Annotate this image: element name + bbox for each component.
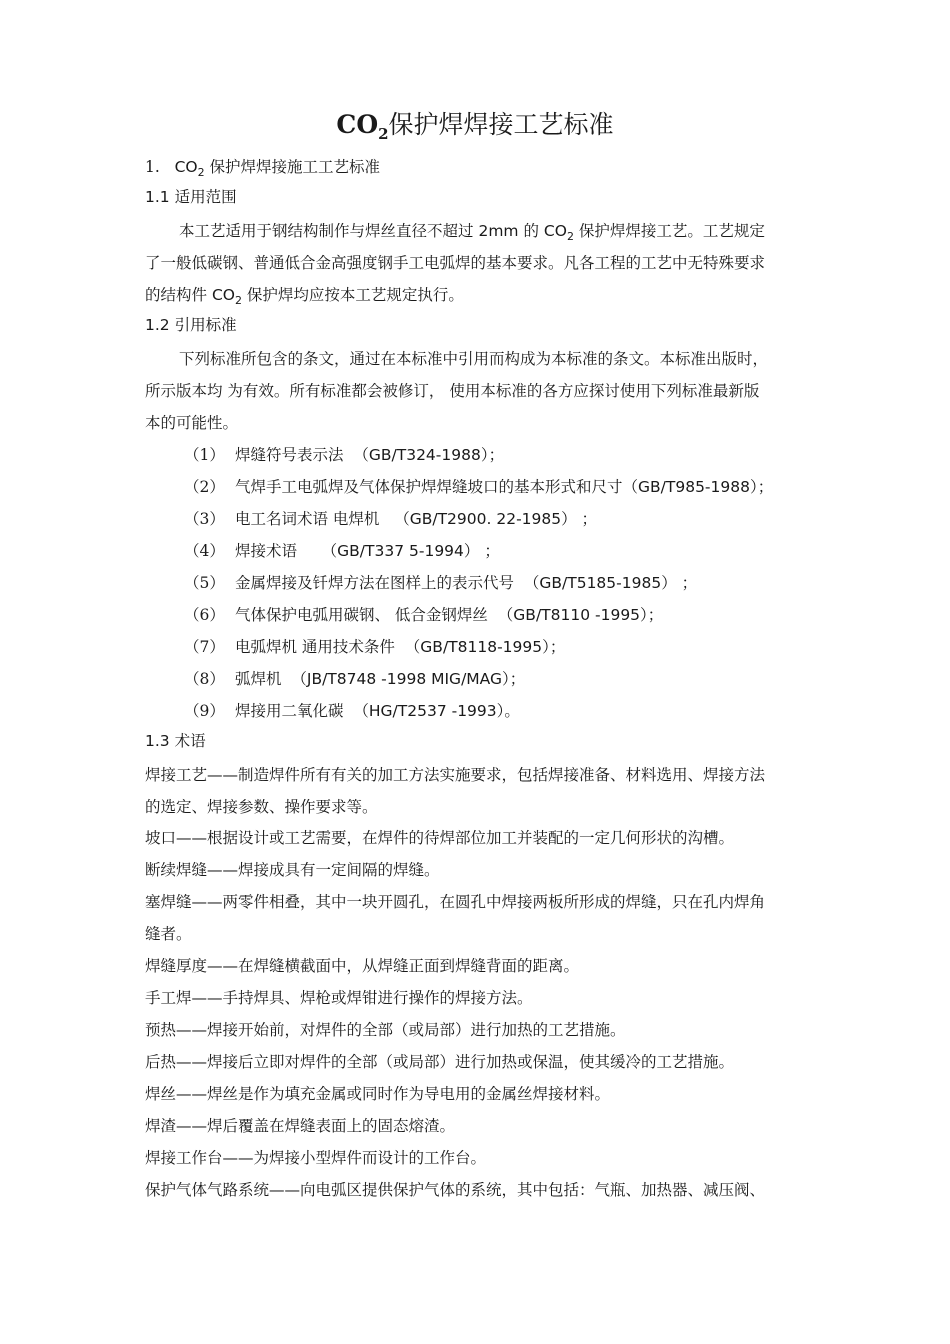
term-line: 塞焊缝——两零件相叠，其中一块开圆孔，在圆孔中焊接两板所形成的焊缝，只在孔内焊角: [145, 893, 766, 911]
term-line: 坡口——根据设计或工艺需要，在焊件的待焊部位加工并装配的一定几何形状的沟槽。: [145, 829, 735, 847]
term-line: 焊接工作台——为焊接小型焊件而设计的工作台。: [145, 1149, 487, 1167]
title-text: 保护焊焊接工艺标准: [388, 110, 614, 139]
scope-paragraph-line-1: 本工艺适用于钢结构制作与焊丝直径不超过 2mm 的 $CO_2$ 保护焊焊接工艺。工艺规定: [179, 222, 765, 243]
reference-item: （5） 金属焊接及钎焊方法在图样上的表示代号 （GB/T5185-1985） ；: [184, 574, 698, 592]
reference-item: （7） 电弧焊机 通用技术条件 （GB/T8118-1995）；: [184, 638, 566, 656]
reference-paragraph-line-1: 下列标准所包含的条文，通过在本标准中引用而构成为本标准的条文。本标准出版时，: [179, 350, 769, 368]
section-1-3-heading: 1.3 术语: [145, 732, 206, 750]
reference-item: （3） 电工名词术语 电焊机 （GB/T2900. 22-1985） ；: [184, 510, 598, 528]
scope-paragraph-line-3: 的结构件 $CO_2$ 保护焊均应按本工艺规定执行。: [145, 286, 464, 307]
reference-item: （2） 气焊手工电弧焊及气体保护焊焊缝坡口的基本形式和尺寸（GB/T985-1988）；: [184, 478, 774, 496]
section-1-1-heading: 1.1 适用范围: [145, 188, 237, 206]
term-line: 后热——焊接后立即对焊件的全部（或局部）进行加热或保温，使其缓冷的工艺措施。: [145, 1053, 735, 1071]
term-line: 保护气体气路系统——向电弧区提供保护气体的系统，其中包括：气瓶、加热器、减压阀、: [145, 1181, 766, 1199]
title-co: CO: [336, 110, 379, 139]
reference-item: （1） 焊缝符号表示法 （GB/T324-1988）；: [184, 446, 505, 464]
reference-item: （8） 弧焊机 （JB/T8748 -1998 MIG/MAG）；: [184, 670, 526, 688]
title-subscript: 2: [378, 125, 389, 143]
term-line: 焊渣——焊后覆盖在焊缝表面上的固态熔渣。: [145, 1117, 456, 1135]
reference-paragraph-line-3: 本的可能性。: [145, 414, 239, 432]
term-line: 的选定、焊接参数、操作要求等。: [145, 798, 378, 816]
reference-item: （4） 焊接术语 （GB/T337 5-1994） ；: [184, 542, 500, 560]
term-line: 焊缝厚度——在焊缝横截面中，从焊缝正面到焊缝背面的距离。: [145, 957, 580, 975]
reference-paragraph-line-2: 所示版本均 为有效。所有标准都会被修订， 使用本标准的各方应探讨使用下列标准最新版: [145, 382, 760, 400]
term-line: 手工焊——手持焊具、焊枪或焊钳进行操作的焊接方法。: [145, 989, 533, 1007]
term-line: 焊丝——焊丝是作为填充金属或同时作为导电用的金属丝焊接材料。: [145, 1085, 611, 1103]
reference-item: （9） 焊接用二氧化碳 （HG/T2537 -1993）。: [184, 702, 520, 720]
reference-item: （6） 气体保护电弧用碳钢、 低合金钢焊丝 （GB/T8110 -1995）；: [184, 606, 664, 624]
section-1-heading: 1. $CO_2$ 保护焊焊接施工工艺标准: [145, 158, 381, 179]
term-line: 断续焊缝——焊接成具有一定间隔的焊缝。: [145, 861, 440, 879]
term-line: 焊接工艺——制造焊件所有有关的加工方法实施要求，包括焊接准备、材料选用、焊接方法: [145, 766, 766, 784]
term-line: 预热——焊接开始前，对焊件的全部（或局部）进行加热的工艺措施。: [145, 1021, 626, 1039]
scope-paragraph-line-2: 了一般低碳钢、普通低合金高强度钢手工电弧焊的基本要求。凡各工程的工艺中无特殊要求: [145, 254, 766, 272]
document-title: [0, 106, 950, 147]
term-line: 缝者。: [145, 925, 192, 943]
section-1-2-heading: 1.2 引用标准: [145, 316, 237, 334]
